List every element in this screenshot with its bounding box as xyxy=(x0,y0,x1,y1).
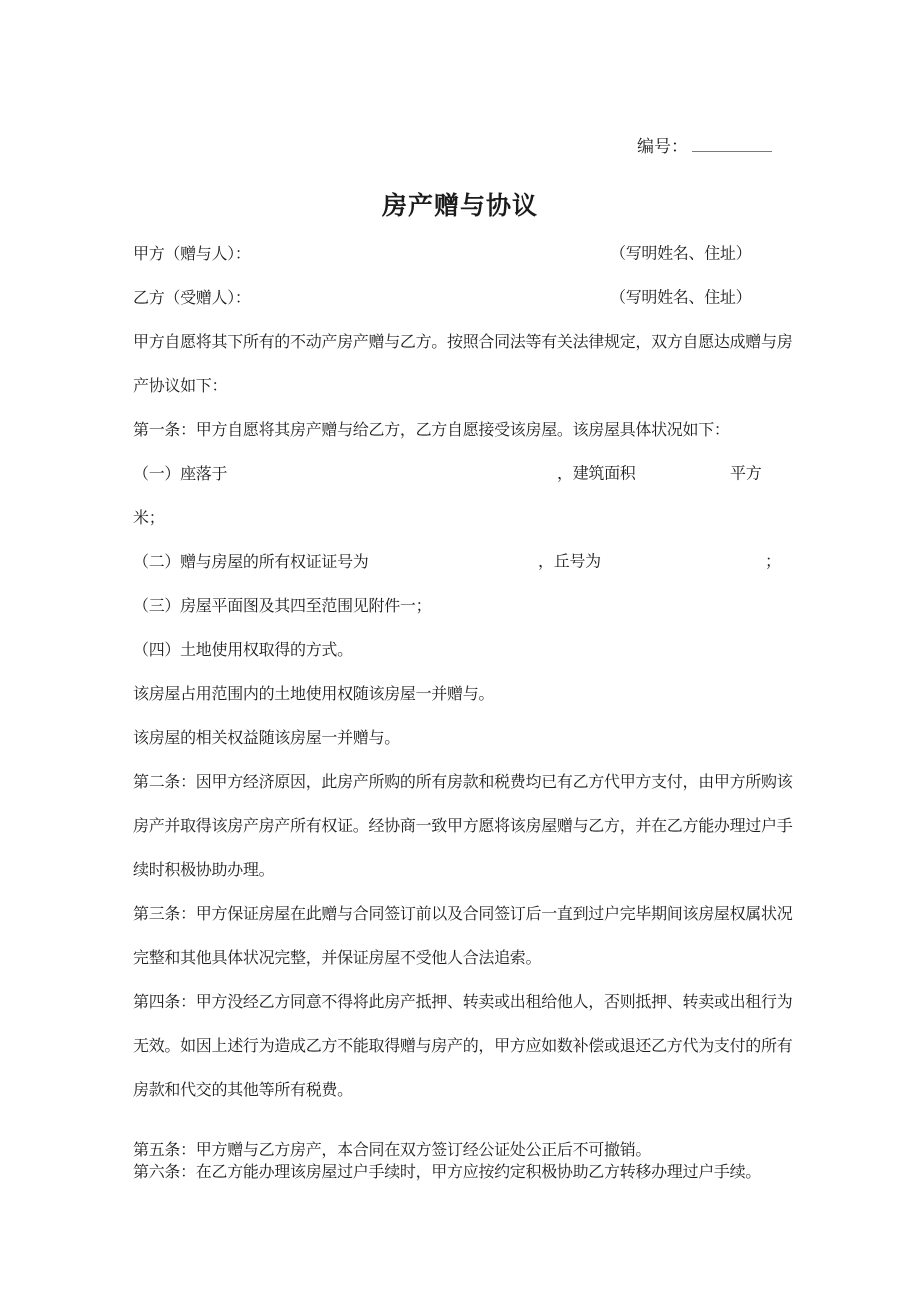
clause-2-line-2: 房产并取得该房产房产所有权证。经协商一致甲方愿将该房屋赠与乙方，并在乙方能办理过户手 xyxy=(133,817,793,835)
clause-1-item-1-cont: 米； xyxy=(133,509,165,527)
clause-1-item-4: （四）土地使用权取得的方式。 xyxy=(133,641,353,659)
clause-6: 第六条：在乙方能办理该房屋过户手续时，甲方应按约定积极协助乙方转移办理过户手续。 xyxy=(133,1163,762,1181)
party-b-hint: （写明姓名、住址） xyxy=(610,289,752,307)
doc-number-row xyxy=(637,132,772,157)
clause-4-line-2: 无效。如因上述行为造成乙方不能取得赠与房产的，甲方应如数补偿或退还乙方代为支付的所有 xyxy=(133,1037,793,1055)
item1-left: （一）座落于 xyxy=(133,465,228,483)
party-a-row xyxy=(133,230,790,274)
note-line-1: 该房屋占用范围内的土地使用权随该房屋一并赠与。 xyxy=(133,685,495,703)
item1-right: 平方 xyxy=(730,465,762,483)
page-title: 房产赠与协议 xyxy=(381,193,538,220)
clause-2-line-1: 第二条：因甲方经济原因，此房产所购的所有房款和税费均已有乙方代甲方支付，由甲方所购该 xyxy=(133,773,793,791)
item2-right: ； xyxy=(765,553,781,571)
party-b-row xyxy=(133,274,790,318)
clause-5: 第五条：甲方赠与乙方房产，本合同在双方签订经公证处公正后不可撤销。 xyxy=(133,1141,652,1159)
intro-line-1: 甲方自愿将其下所有的不动产房产赠与乙方。按照合同法等有关法律规定，双方自愿达成赠与房 xyxy=(133,333,793,351)
clause-3-line-2: 完整和其他具体状况完整，并保证房屋不受他人合法追索。 xyxy=(133,949,542,967)
clause-3-line-1: 第三条：甲方保证房屋在此赠与合同签订前以及合同签订后一直到过户完毕期间该房屋权属状况 xyxy=(133,905,793,923)
note-line-2: 该房屋的相关权益随该房屋一并赠与。 xyxy=(133,729,400,747)
item2-left: （二）赠与房屋的所有权证证号为 xyxy=(133,553,369,571)
clause-1-item-1 xyxy=(133,450,790,494)
doc-number-label: 编号： xyxy=(637,137,688,156)
party-a-hint: （写明姓名、住址） xyxy=(610,245,752,263)
doc-number-blank-line xyxy=(692,137,772,152)
clause-1-item-3: （三）房屋平面图及其四至范围见附件一； xyxy=(133,597,432,615)
clause-4-line-1: 第四条：甲方没经乙方同意不得将此房产抵押、转卖或出租给他人，否则抵押、转卖或出租行为 xyxy=(133,993,793,1011)
clause-2-line-3: 续时积极协助办理。 xyxy=(133,861,275,879)
item2-mid: ，丘号为 xyxy=(538,553,601,571)
party-a-label: 甲方（赠与人）： xyxy=(133,245,251,263)
item1-mid: ，建筑面积 xyxy=(557,465,636,483)
intro-line-2: 产协议如下： xyxy=(133,377,228,395)
clause-1: 第一条：甲方自愿将其房产赠与给乙方，乙方自愿接受该房屋。该房屋具体状况如下： xyxy=(133,421,730,439)
document-body xyxy=(133,230,793,1181)
clause-1-item-2 xyxy=(133,538,790,582)
party-b-label: 乙方（受赠人）： xyxy=(133,289,251,307)
clause-4-line-3: 房款和代交的其他等所有税费。 xyxy=(133,1081,353,1099)
